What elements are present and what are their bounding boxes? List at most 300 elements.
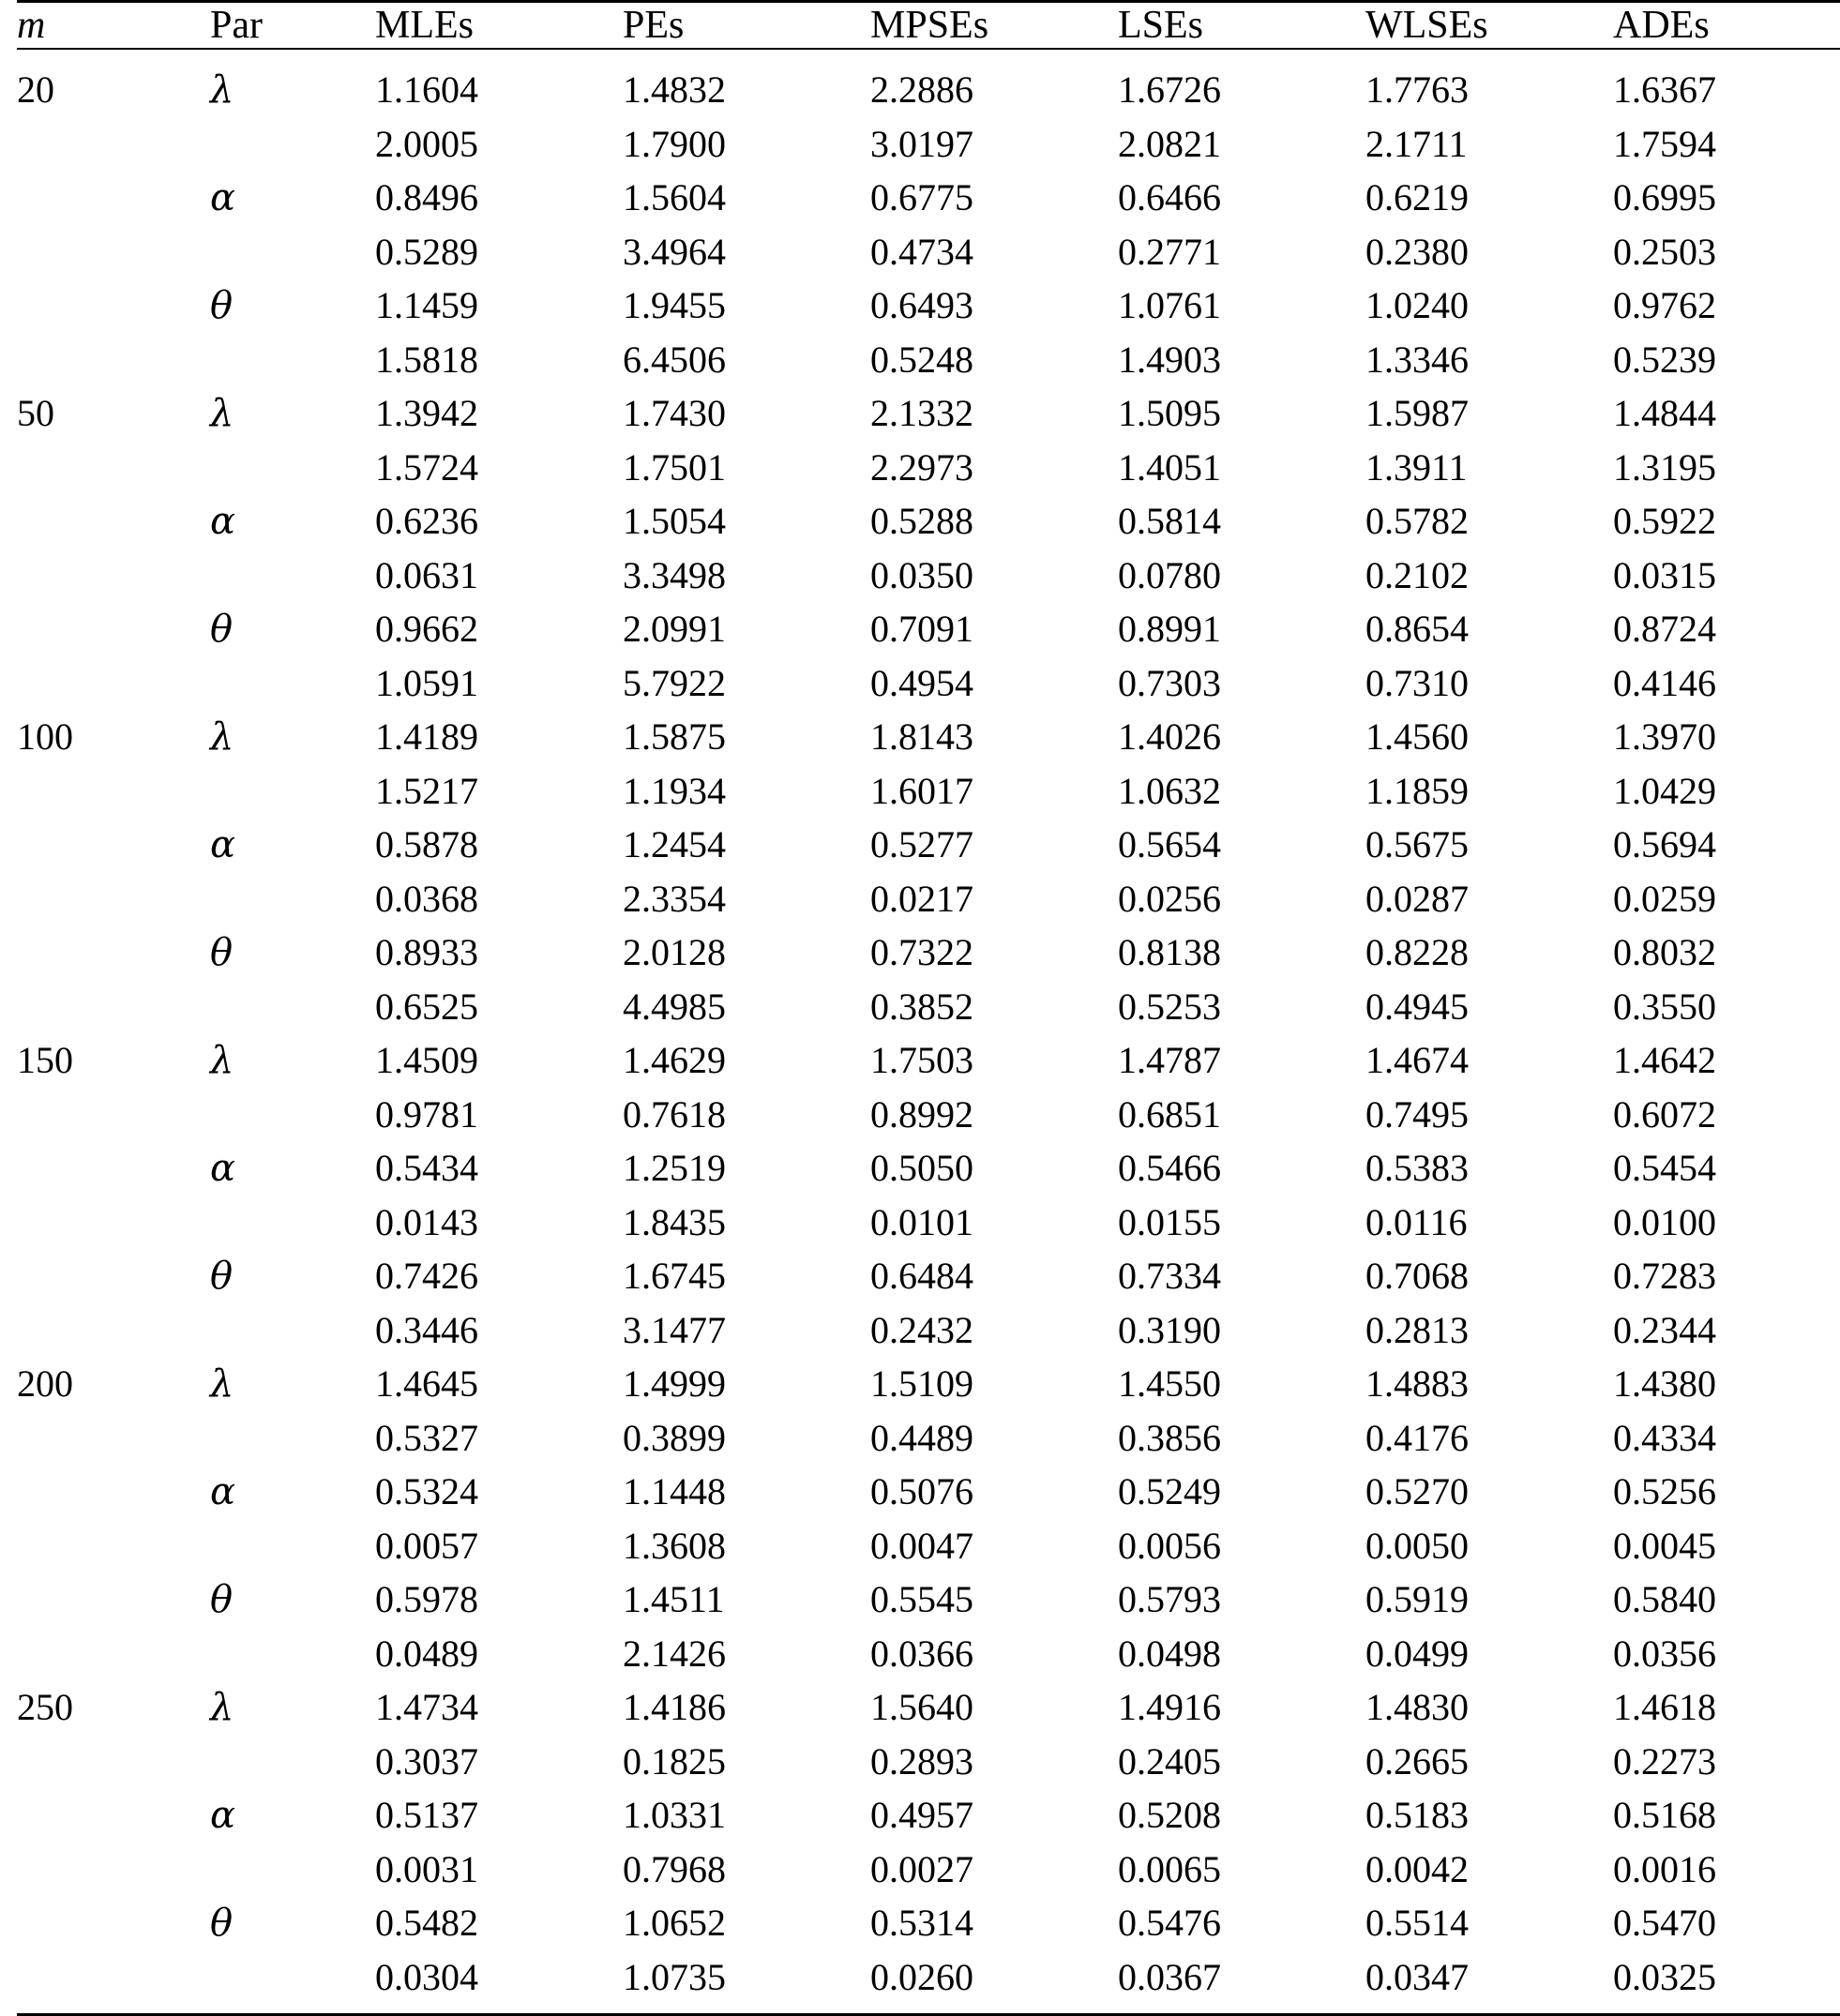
- cell-mpses: 0.0366: [870, 1627, 1118, 1680]
- cell-mles: 1.4645: [375, 1357, 623, 1411]
- cell-pes: 1.5604: [623, 171, 870, 225]
- cell-mpses: 0.4954: [870, 656, 1118, 710]
- cell-m: [17, 1843, 210, 1896]
- cell-par: [210, 441, 375, 494]
- cell-ades: 1.4642: [1613, 1033, 1840, 1088]
- cell-lses: 0.3190: [1118, 1303, 1365, 1357]
- cell-m: [17, 278, 210, 333]
- cell-pes: 1.4511: [623, 1572, 870, 1627]
- cell-lses: 0.5814: [1118, 494, 1365, 549]
- cell-mles: 0.5324: [375, 1465, 623, 1519]
- cell-mles: 0.9781: [375, 1088, 623, 1141]
- cell-mpses: 0.0101: [870, 1196, 1118, 1249]
- cell-par: [210, 225, 375, 278]
- cell-lses: 1.4916: [1118, 1680, 1365, 1735]
- table-row: [17, 764, 1840, 818]
- cell-par: λ: [210, 49, 375, 117]
- cell-par: [210, 1088, 375, 1141]
- cell-pes: 0.3899: [623, 1411, 870, 1465]
- cell-wlses: 1.5987: [1365, 386, 1613, 441]
- cell-lses: 1.0632: [1118, 764, 1365, 818]
- cell-m: [17, 764, 210, 818]
- cell-lses: 0.2771: [1118, 225, 1365, 278]
- cell-m: 200: [17, 1357, 210, 1411]
- cell-pes: 1.1934: [623, 764, 870, 818]
- cell-par: θ: [210, 1896, 375, 1950]
- cell-m: [17, 1411, 210, 1465]
- cell-wlses: 0.2813: [1365, 1303, 1613, 1357]
- cell-par: λ: [210, 1357, 375, 1411]
- cell-mles: 0.0031: [375, 1843, 623, 1896]
- cell-par: [210, 1519, 375, 1572]
- cell-lses: 0.3856: [1118, 1411, 1365, 1465]
- cell-lses: 0.5466: [1118, 1141, 1365, 1196]
- cell-mpses: 1.5640: [870, 1680, 1118, 1735]
- cell-mles: 0.0057: [375, 1519, 623, 1572]
- cell-lses: 0.0256: [1118, 872, 1365, 925]
- cell-par: θ: [210, 1249, 375, 1303]
- cell-mles: 0.0304: [375, 1950, 623, 2015]
- table-row: [17, 117, 1840, 171]
- cell-pes: 0.1825: [623, 1735, 870, 1788]
- cell-ades: 0.9762: [1613, 278, 1840, 333]
- cell-mpses: 0.4957: [870, 1788, 1118, 1843]
- cell-pes: 1.4186: [623, 1680, 870, 1735]
- cell-m: [17, 1896, 210, 1950]
- cell-lses: 0.5793: [1118, 1572, 1365, 1627]
- cell-wlses: 1.3346: [1365, 333, 1613, 386]
- cell-mpses: 0.5248: [870, 333, 1118, 386]
- cell-lses: 0.7334: [1118, 1249, 1365, 1303]
- column-header-mpses: MPSEs: [870, 2, 1118, 50]
- cell-mpses: 2.2973: [870, 441, 1118, 494]
- cell-mpses: 0.4734: [870, 225, 1118, 278]
- column-header-wlses: WLSEs: [1365, 2, 1613, 50]
- cell-lses: 1.4051: [1118, 441, 1365, 494]
- cell-mles: 0.6236: [375, 494, 623, 549]
- cell-lses: 2.0821: [1118, 117, 1365, 171]
- table-row: [17, 549, 1840, 602]
- cell-pes: 1.9455: [623, 278, 870, 333]
- table-row: [17, 1249, 1840, 1303]
- table-row: [17, 1088, 1840, 1141]
- cell-m: 20: [17, 49, 210, 117]
- cell-m: [17, 1303, 210, 1357]
- cell-m: [17, 1788, 210, 1843]
- table-row: [17, 602, 1840, 656]
- cell-lses: 0.8138: [1118, 925, 1365, 980]
- cell-par: [210, 1411, 375, 1465]
- cell-lses: 0.5208: [1118, 1788, 1365, 1843]
- table-row: [17, 1141, 1840, 1196]
- cell-lses: 0.8991: [1118, 602, 1365, 656]
- cell-ades: 0.5470: [1613, 1896, 1840, 1950]
- cell-ades: 0.0045: [1613, 1519, 1840, 1572]
- cell-wlses: 0.2665: [1365, 1735, 1613, 1788]
- cell-mpses: 1.6017: [870, 764, 1118, 818]
- table-row: [17, 225, 1840, 278]
- cell-ades: 1.3970: [1613, 710, 1840, 764]
- cell-mpses: 0.5545: [870, 1572, 1118, 1627]
- cell-lses: 0.5249: [1118, 1465, 1365, 1519]
- cell-par: [210, 1196, 375, 1249]
- cell-wlses: 0.7495: [1365, 1088, 1613, 1141]
- cell-wlses: 0.5675: [1365, 818, 1613, 872]
- cell-ades: 0.8032: [1613, 925, 1840, 980]
- table-row: [17, 1357, 1840, 1411]
- cell-m: [17, 1196, 210, 1249]
- cell-ades: 0.0259: [1613, 872, 1840, 925]
- cell-wlses: 1.4883: [1365, 1357, 1613, 1411]
- cell-lses: 0.0367: [1118, 1950, 1365, 2015]
- table-row: [17, 1465, 1840, 1519]
- cell-par: [210, 333, 375, 386]
- cell-wlses: 1.4830: [1365, 1680, 1613, 1735]
- cell-lses: 0.6466: [1118, 171, 1365, 225]
- cell-mles: 0.5482: [375, 1896, 623, 1950]
- cell-ades: 1.4380: [1613, 1357, 1840, 1411]
- cell-ades: 0.8724: [1613, 602, 1840, 656]
- cell-m: [17, 602, 210, 656]
- cell-mpses: 0.7322: [870, 925, 1118, 980]
- table-row: [17, 1680, 1840, 1735]
- table-row: [17, 441, 1840, 494]
- cell-wlses: 0.0287: [1365, 872, 1613, 925]
- cell-lses: 1.4026: [1118, 710, 1365, 764]
- cell-mles: 1.4509: [375, 1033, 623, 1088]
- cell-ades: 0.5922: [1613, 494, 1840, 549]
- cell-wlses: 0.0347: [1365, 1950, 1613, 2015]
- cell-par: [210, 656, 375, 710]
- cell-mles: 1.5217: [375, 764, 623, 818]
- cell-lses: 0.0498: [1118, 1627, 1365, 1680]
- cell-par: α: [210, 171, 375, 225]
- cell-pes: 3.1477: [623, 1303, 870, 1357]
- cell-wlses: 0.4945: [1365, 980, 1613, 1033]
- cell-pes: 2.1426: [623, 1627, 870, 1680]
- cell-ades: 0.0016: [1613, 1843, 1840, 1896]
- column-header-lses: LSEs: [1118, 2, 1365, 50]
- table-row: [17, 171, 1840, 225]
- cell-m: [17, 549, 210, 602]
- cell-lses: 0.5253: [1118, 980, 1365, 1033]
- cell-mles: 0.5137: [375, 1788, 623, 1843]
- cell-pes: 1.2519: [623, 1141, 870, 1196]
- cell-mpses: 0.6493: [870, 278, 1118, 333]
- cell-ades: 1.7594: [1613, 117, 1840, 171]
- cell-mles: 0.3446: [375, 1303, 623, 1357]
- cell-mpses: 0.6484: [870, 1249, 1118, 1303]
- cell-pes: 1.5054: [623, 494, 870, 549]
- cell-pes: 1.5875: [623, 710, 870, 764]
- cell-ades: 0.2273: [1613, 1735, 1840, 1788]
- cell-par: [210, 1627, 375, 1680]
- cell-pes: 1.0331: [623, 1788, 870, 1843]
- cell-par: [210, 1303, 375, 1357]
- cell-mles: 0.0368: [375, 872, 623, 925]
- cell-wlses: 2.1711: [1365, 117, 1613, 171]
- cell-pes: 0.7968: [623, 1843, 870, 1896]
- cell-m: [17, 818, 210, 872]
- cell-wlses: 0.7310: [1365, 656, 1613, 710]
- cell-m: [17, 171, 210, 225]
- cell-ades: 0.5454: [1613, 1141, 1840, 1196]
- cell-pes: 1.6745: [623, 1249, 870, 1303]
- cell-pes: 1.1448: [623, 1465, 870, 1519]
- cell-mles: 1.4734: [375, 1680, 623, 1735]
- cell-pes: 1.7900: [623, 117, 870, 171]
- cell-mpses: 0.0027: [870, 1843, 1118, 1896]
- cell-mles: 0.0489: [375, 1627, 623, 1680]
- table-row: [17, 49, 1840, 117]
- cell-m: 100: [17, 710, 210, 764]
- table-row: [17, 818, 1840, 872]
- cell-m: [17, 494, 210, 549]
- cell-m: [17, 333, 210, 386]
- cell-lses: 0.0065: [1118, 1843, 1365, 1896]
- table-row: [17, 1196, 1840, 1249]
- cell-par: [210, 1843, 375, 1896]
- cell-mles: 0.5434: [375, 1141, 623, 1196]
- cell-par: θ: [210, 602, 375, 656]
- cell-pes: 2.0991: [623, 602, 870, 656]
- cell-ades: 0.0356: [1613, 1627, 1840, 1680]
- cell-mles: 0.5878: [375, 818, 623, 872]
- cell-par: θ: [210, 278, 375, 333]
- table-body: [17, 49, 1840, 2015]
- cell-m: [17, 441, 210, 494]
- cell-mles: 0.0143: [375, 1196, 623, 1249]
- cell-mles: 1.0591: [375, 656, 623, 710]
- cell-m: 150: [17, 1033, 210, 1088]
- cell-ades: 0.6995: [1613, 171, 1840, 225]
- cell-mles: 2.0005: [375, 117, 623, 171]
- cell-wlses: 0.5782: [1365, 494, 1613, 549]
- cell-pes: 3.3498: [623, 549, 870, 602]
- cell-par: [210, 980, 375, 1033]
- table-row: [17, 1519, 1840, 1572]
- cell-lses: 1.0761: [1118, 278, 1365, 333]
- cell-ades: 0.7283: [1613, 1249, 1840, 1303]
- cell-m: [17, 656, 210, 710]
- table-row: [17, 1843, 1840, 1896]
- cell-mpses: 1.5109: [870, 1357, 1118, 1411]
- cell-ades: 1.4618: [1613, 1680, 1840, 1735]
- cell-m: 50: [17, 386, 210, 441]
- cell-pes: 1.4629: [623, 1033, 870, 1088]
- cell-wlses: 0.2102: [1365, 549, 1613, 602]
- cell-lses: 0.7303: [1118, 656, 1365, 710]
- cell-par: θ: [210, 925, 375, 980]
- column-header-ades: ADEs: [1613, 2, 1840, 50]
- cell-mles: 1.5818: [375, 333, 623, 386]
- cell-par: α: [210, 818, 375, 872]
- cell-par: α: [210, 1141, 375, 1196]
- cell-mpses: 0.0047: [870, 1519, 1118, 1572]
- table-row: [17, 494, 1840, 549]
- cell-pes: 3.4964: [623, 225, 870, 278]
- cell-wlses: 0.2380: [1365, 225, 1613, 278]
- cell-mpses: 0.5314: [870, 1896, 1118, 1950]
- cell-ades: 0.5168: [1613, 1788, 1840, 1843]
- cell-mles: 1.1459: [375, 278, 623, 333]
- cell-wlses: 1.4674: [1365, 1033, 1613, 1088]
- cell-wlses: 0.8654: [1365, 602, 1613, 656]
- cell-lses: 0.5476: [1118, 1896, 1365, 1950]
- cell-wlses: 0.5514: [1365, 1896, 1613, 1950]
- cell-wlses: 0.5270: [1365, 1465, 1613, 1519]
- cell-m: [17, 1627, 210, 1680]
- cell-m: [17, 1465, 210, 1519]
- cell-mles: 0.7426: [375, 1249, 623, 1303]
- cell-mles: 0.5327: [375, 1411, 623, 1465]
- cell-mpses: 0.8992: [870, 1088, 1118, 1141]
- cell-ades: 0.5256: [1613, 1465, 1840, 1519]
- table-row: [17, 980, 1840, 1033]
- cell-pes: 5.7922: [623, 656, 870, 710]
- cell-mles: 0.0631: [375, 549, 623, 602]
- cell-mpses: 2.1332: [870, 386, 1118, 441]
- cell-wlses: 1.3911: [1365, 441, 1613, 494]
- cell-lses: 1.5095: [1118, 386, 1365, 441]
- cell-ades: 0.0325: [1613, 1950, 1840, 2015]
- header-row: [17, 2, 1840, 50]
- cell-pes: 1.3608: [623, 1519, 870, 1572]
- cell-par: λ: [210, 1033, 375, 1088]
- cell-par: α: [210, 494, 375, 549]
- cell-mles: 1.3942: [375, 386, 623, 441]
- cell-ades: 1.3195: [1613, 441, 1840, 494]
- cell-pes: 1.7430: [623, 386, 870, 441]
- cell-m: [17, 1249, 210, 1303]
- cell-wlses: 1.4560: [1365, 710, 1613, 764]
- cell-mles: 0.6525: [375, 980, 623, 1033]
- cell-mpses: 0.2432: [870, 1303, 1118, 1357]
- table-row: [17, 1896, 1840, 1950]
- cell-lses: 1.4550: [1118, 1357, 1365, 1411]
- table-header: [17, 2, 1840, 50]
- cell-ades: 0.6072: [1613, 1088, 1840, 1141]
- cell-m: [17, 117, 210, 171]
- cell-lses: 0.0056: [1118, 1519, 1365, 1572]
- cell-mpses: 0.0350: [870, 549, 1118, 602]
- cell-wlses: 1.1859: [1365, 764, 1613, 818]
- column-header-mles: MLEs: [375, 2, 623, 50]
- cell-par: [210, 549, 375, 602]
- cell-lses: 0.6851: [1118, 1088, 1365, 1141]
- cell-mpses: 0.7091: [870, 602, 1118, 656]
- cell-ades: 0.4334: [1613, 1411, 1840, 1465]
- cell-ades: 0.4146: [1613, 656, 1840, 710]
- cell-ades: 0.2503: [1613, 225, 1840, 278]
- cell-mpses: 0.5050: [870, 1141, 1118, 1196]
- cell-par: α: [210, 1788, 375, 1843]
- cell-pes: 2.3354: [623, 872, 870, 925]
- cell-wlses: 0.8228: [1365, 925, 1613, 980]
- cell-wlses: 0.5919: [1365, 1572, 1613, 1627]
- cell-mpses: 0.5288: [870, 494, 1118, 549]
- cell-pes: 1.4999: [623, 1357, 870, 1411]
- cell-mpses: 1.8143: [870, 710, 1118, 764]
- cell-wlses: 0.0042: [1365, 1843, 1613, 1896]
- column-header-m: m: [17, 2, 210, 50]
- cell-lses: 0.0780: [1118, 549, 1365, 602]
- cell-mpses: 0.0260: [870, 1950, 1118, 2015]
- cell-pes: 1.8435: [623, 1196, 870, 1249]
- cell-mles: 1.4189: [375, 710, 623, 764]
- cell-m: 250: [17, 1680, 210, 1735]
- cell-pes: 0.7618: [623, 1088, 870, 1141]
- cell-m: [17, 1088, 210, 1141]
- cell-mpses: 0.3852: [870, 980, 1118, 1033]
- cell-wlses: 1.0240: [1365, 278, 1613, 333]
- cell-m: [17, 1735, 210, 1788]
- cell-par: α: [210, 1465, 375, 1519]
- table-row: [17, 1788, 1840, 1843]
- cell-lses: 0.5654: [1118, 818, 1365, 872]
- column-header-pes: PEs: [623, 2, 870, 50]
- cell-mpses: 0.6775: [870, 171, 1118, 225]
- table-row: [17, 386, 1840, 441]
- cell-par: [210, 872, 375, 925]
- cell-pes: 1.7501: [623, 441, 870, 494]
- cell-m: [17, 225, 210, 278]
- cell-m: [17, 1950, 210, 2015]
- cell-mpses: 0.5076: [870, 1465, 1118, 1519]
- table-row: [17, 278, 1840, 333]
- cell-wlses: 1.7763: [1365, 49, 1613, 117]
- cell-ades: 1.6367: [1613, 49, 1840, 117]
- cell-par: θ: [210, 1572, 375, 1627]
- cell-ades: 0.3550: [1613, 980, 1840, 1033]
- cell-wlses: 0.5183: [1365, 1788, 1613, 1843]
- cell-mpses: 0.4489: [870, 1411, 1118, 1465]
- cell-mles: 0.9662: [375, 602, 623, 656]
- cell-ades: 1.0429: [1613, 764, 1840, 818]
- cell-ades: 0.2344: [1613, 1303, 1840, 1357]
- cell-par: λ: [210, 1680, 375, 1735]
- cell-m: [17, 872, 210, 925]
- cell-mpses: 0.0217: [870, 872, 1118, 925]
- table-row: [17, 1572, 1840, 1627]
- table-row: [17, 872, 1840, 925]
- cell-wlses: 0.0499: [1365, 1627, 1613, 1680]
- cell-lses: 0.2405: [1118, 1735, 1365, 1788]
- cell-wlses: 0.5383: [1365, 1141, 1613, 1196]
- cell-wlses: 0.0050: [1365, 1519, 1613, 1572]
- table-row: [17, 925, 1840, 980]
- cell-lses: 1.4903: [1118, 333, 1365, 386]
- cell-mpses: 0.2893: [870, 1735, 1118, 1788]
- table-row: [17, 710, 1840, 764]
- cell-m: [17, 1572, 210, 1627]
- table-row: [17, 333, 1840, 386]
- cell-pes: 1.4832: [623, 49, 870, 117]
- cell-mles: 1.5724: [375, 441, 623, 494]
- column-header-par: Par: [210, 2, 375, 50]
- cell-m: [17, 980, 210, 1033]
- cell-mles: 0.3037: [375, 1735, 623, 1788]
- cell-par: [210, 1950, 375, 2015]
- cell-mles: 0.8933: [375, 925, 623, 980]
- cell-lses: 1.6726: [1118, 49, 1365, 117]
- cell-pes: 1.0735: [623, 1950, 870, 2015]
- cell-ades: 0.5694: [1613, 818, 1840, 872]
- cell-wlses: 0.6219: [1365, 171, 1613, 225]
- cell-mpses: 0.5277: [870, 818, 1118, 872]
- cell-pes: 4.4985: [623, 980, 870, 1033]
- cell-par: λ: [210, 710, 375, 764]
